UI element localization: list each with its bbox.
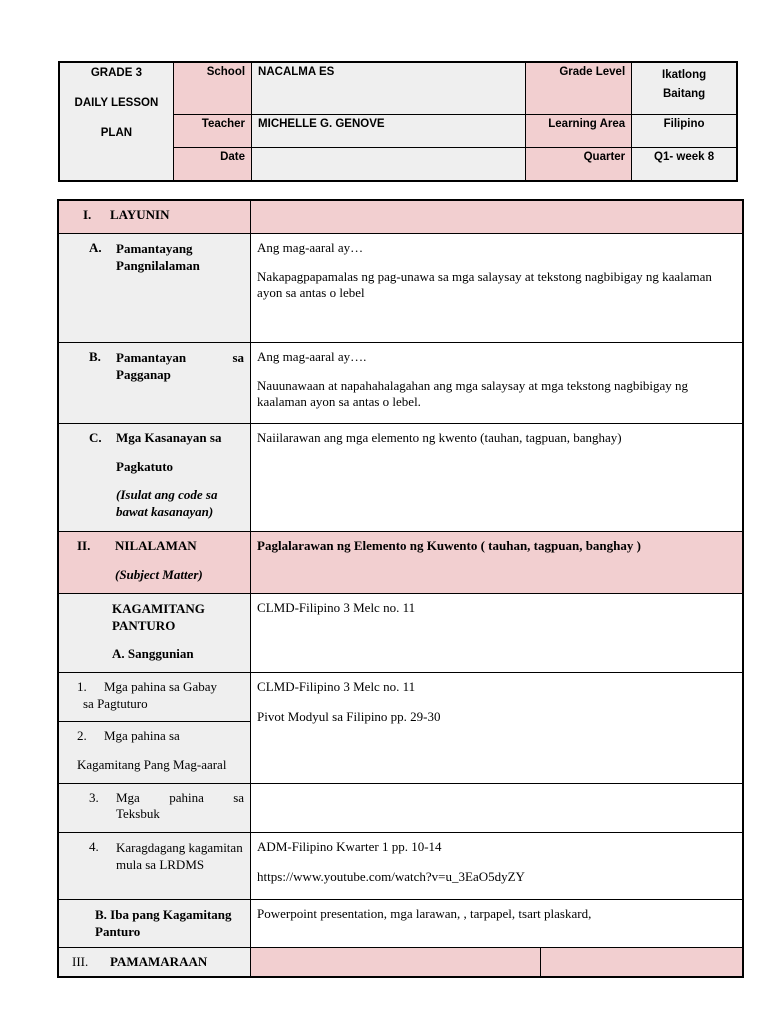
row-b-content (251, 342, 743, 423)
school-label: School (173, 62, 251, 114)
row-3-label-text (116, 790, 244, 822)
row-b-label (58, 342, 251, 423)
section-1-header (58, 200, 251, 233)
section-3-blank-1 (251, 947, 541, 977)
row-1-label-line-2: sa Pagtuturo (83, 695, 148, 711)
section-3-header (58, 947, 251, 977)
row-bb-label-text: B. Iba pang Kagamitang Panturo (95, 906, 232, 939)
row-a-label (58, 233, 251, 342)
learning-area-label: Learning Area (525, 114, 631, 147)
row-b-title-part-1: Pamantayan (116, 349, 187, 365)
section-1-blank (251, 200, 743, 233)
section-1-title: LAYUNIN (110, 207, 170, 222)
teacher-value: MICHELLE G. GENOVE (252, 114, 526, 147)
row-2-label (58, 721, 251, 783)
grade-level-value (632, 62, 737, 114)
kagamitang-label (58, 593, 251, 672)
grade-level-value-line-1: Ikatlong (662, 69, 707, 81)
row-4-text-1: ADM-Filipino Kwarter 1 pp. 10-14 (257, 838, 442, 854)
row-4-label (58, 832, 251, 899)
row-4-label-text: Karagdagang kagamitan mula sa LRDMS (116, 839, 243, 872)
row-3-label (58, 783, 251, 832)
row-3-label-line-2: Teksbuk (116, 805, 160, 821)
row-4-link: https://www.youtube.com/watch?v=u_3EaO5dyZY (257, 868, 525, 884)
row-1-label-line-1: Mga pahina sa Gabay (104, 678, 217, 694)
row-c-title-line-1: Mga Kasanayan sa (116, 429, 222, 445)
row-1-text-2: Pivot Modyul sa Filipino pp. 29-30 (257, 708, 441, 724)
row-1-number: 1. (77, 678, 87, 694)
row-2-label-line-1: Mga pahina sa (104, 727, 180, 743)
section-3-number: III. (72, 953, 89, 969)
section-2-content: Paglalarawan ng Elemento ng Kuwento ( tauhan, tagpuan, banghay ) (251, 531, 743, 593)
row-3-content (251, 783, 743, 832)
kagamitang-title: KAGAMITANG PANTURO (112, 600, 205, 633)
section-1-number: I. (83, 207, 92, 222)
rows-1-2-content (251, 672, 743, 783)
row-c-text: Naiilarawan ang mga elemento ng kwento (tauhan, tagpuan, banghay) (257, 429, 622, 445)
grade-plan-cell (59, 62, 173, 181)
section-2-titles (115, 538, 244, 583)
section-2-subtitle: (Subject Matter) (115, 566, 203, 582)
lesson-plan-table (57, 199, 744, 978)
row-c-letter: C. (89, 429, 102, 445)
row-c-title-line-2: Pagkatuto (116, 458, 174, 474)
quarter-label: Quarter (525, 147, 631, 181)
row-b-title-part-2: sa (232, 349, 245, 365)
row-b-text-2: Nauunawaan at napahahalagahan ang mga salaysay at mga tekstong nagbibigay ng kaalaman ayon sa antas o lebel. (257, 377, 689, 409)
grade-level-value-line-2: Baitang (662, 88, 706, 100)
plan-line-2: PLAN (100, 127, 133, 139)
row-a-content (251, 233, 743, 342)
learning-area-value: Filipino (632, 114, 737, 147)
section-2-number: II. (77, 537, 91, 553)
section-3-blank-2 (540, 947, 743, 977)
row-3-label-word-1: Mga (116, 789, 140, 805)
grade-label: GRADE 3 (90, 67, 142, 79)
row-bb-label (58, 899, 251, 947)
section-2-header (58, 531, 251, 593)
row-2-number: 2. (77, 727, 87, 743)
school-value: NACALMA ES (252, 62, 526, 114)
teacher-label: Teacher (173, 114, 251, 147)
row-a-text-2: Nakapagpapamalas ng pag-unawa sa mga salaysay at tekstong nagbibigay ng kaalaman ayon sa antas o lebel (257, 268, 712, 300)
quarter-value: Q1- week 8 (632, 147, 737, 181)
row-4-content (251, 832, 743, 899)
date-value (252, 147, 526, 181)
header-table (58, 61, 738, 182)
row-b-title-part-3: Pagganap (116, 366, 171, 382)
row-b-title (116, 349, 244, 383)
row-1-label (58, 672, 251, 721)
row-b-letter: B. (89, 348, 101, 364)
section-3-title: PAMAMARAAN (110, 953, 208, 969)
row-a-text-1: Ang mag-aaral ay… (257, 239, 364, 255)
row-3-label-word-2: pahina (169, 789, 204, 805)
row-bb-content: Powerpoint presentation, mga larawan, , tarpapel, tsart plaskard, (251, 899, 743, 947)
row-c-content (251, 423, 743, 531)
row-c-label (58, 423, 251, 531)
row-c-note: (Isulat ang code sa bawat kasanayan) (116, 486, 218, 519)
row-2-label-line-2: Kagamitang Pang Mag-aaral (77, 756, 227, 772)
grade-level-label: Grade Level (525, 62, 631, 114)
row-a-letter: A. (89, 239, 102, 255)
row-b-text-1: Ang mag-aaral ay…. (257, 348, 367, 364)
row-c-title (116, 430, 244, 520)
sanggunian-label: A. Sanggunian (112, 645, 194, 661)
date-label: Date (173, 147, 251, 181)
row-3-number: 3. (89, 789, 99, 805)
section-2-title: NILALAMAN (115, 537, 197, 553)
row-4-number: 4. (89, 838, 99, 854)
kagamitang-content: CLMD-Filipino 3 Melc no. 11 (251, 593, 743, 672)
plan-line-1: DAILY LESSON (74, 97, 159, 109)
row-1-text-1: CLMD-Filipino 3 Melc no. 11 (257, 678, 416, 694)
row-3-label-word-3: sa (233, 789, 245, 805)
row-a-title: Pamantayang Pangnilalaman (116, 240, 200, 273)
